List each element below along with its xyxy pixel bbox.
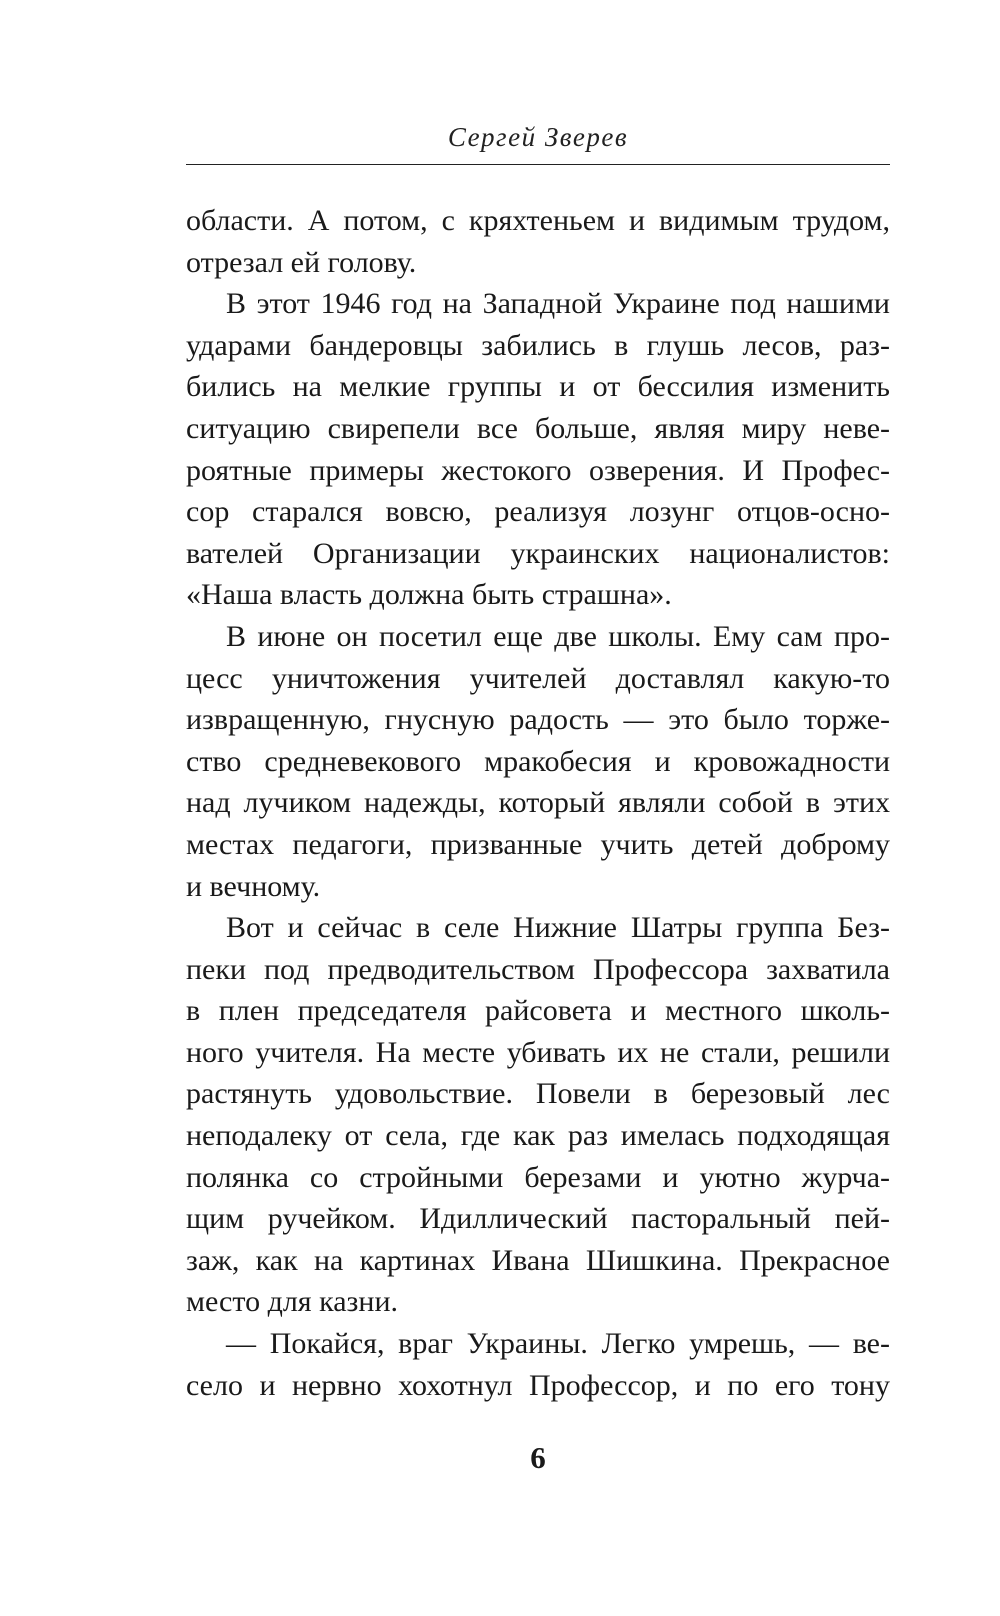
text-line: полянка со стройными березами и уютно журча- xyxy=(186,1160,890,1194)
text-line: ситуацию свирепели все больше, являя миру неве- xyxy=(186,411,890,445)
running-header-author: Сергей Зверев xyxy=(447,122,629,152)
text-line: ного учителя. На месте убивать их не стали, решили xyxy=(186,1035,890,1069)
text-line: неподалеку от села, где как раз имелась подходящая xyxy=(186,1119,890,1153)
text-line: сор старался вовсю, реализуя лозунг отцов-осно- xyxy=(186,495,890,529)
text-line: вателей Организации украинских националистов: xyxy=(186,536,890,570)
text-line: В этот 1946 год на Западной Украине под нашими xyxy=(226,287,890,321)
text-line: щим ручейком. Идиллический пасторальный пей- xyxy=(186,1202,890,1236)
text-line: заж, как на картинах Ивана Шишкина. Прекрасное xyxy=(186,1243,890,1277)
text-line: цесс уничтожения учителей доставлял какую-то xyxy=(186,661,890,695)
text-line: и вечному. xyxy=(186,869,321,903)
text-line: над лучиком надежды, который являли собой в этих xyxy=(186,786,890,820)
text-line: растянуть удовольствие. Повели в березовый лес xyxy=(186,1077,890,1111)
text-line: ство средневекового мракобесия и кровожадности xyxy=(186,744,890,778)
body-text xyxy=(186,200,890,1406)
text-line: место для казни. xyxy=(186,1285,399,1319)
text-line: пеки под предводительством Профессора захватила xyxy=(186,952,890,986)
text-line: извращенную, гнусную радость — это было торже- xyxy=(186,703,890,737)
text-line: В июне он посетил еще две школы. Ему сам про- xyxy=(226,619,890,653)
text-line: роятные примеры жестокого озверения. И Профес- xyxy=(186,453,890,487)
text-line: село и нервно хохотнул Профессор, и по его тону xyxy=(186,1368,890,1402)
text-line: Вот и сейчас в селе Нижние Шатры группа Без- xyxy=(226,911,890,945)
text-line: ударами бандеровцы забились в глушь лесов, раз- xyxy=(186,328,890,362)
text-line: в плен председателя райсовета и местного школь- xyxy=(186,994,890,1028)
text-line: бились на мелкие группы и от бессилия изменить xyxy=(186,370,890,404)
text-line: «Наша власть должна быть страшна». xyxy=(186,578,672,612)
text-line: отрезал ей голову. xyxy=(186,245,417,279)
text-line: области. А потом, с кряхтеньем и видимым трудом, xyxy=(186,204,890,237)
text-line: местах педагоги, призванные учить детей доброму xyxy=(186,827,890,861)
text-line: — Покайся, враг Украины. Легко умрешь, — ве- xyxy=(226,1327,890,1361)
page-number: 6 xyxy=(530,1440,546,1475)
header-divider xyxy=(186,164,890,165)
